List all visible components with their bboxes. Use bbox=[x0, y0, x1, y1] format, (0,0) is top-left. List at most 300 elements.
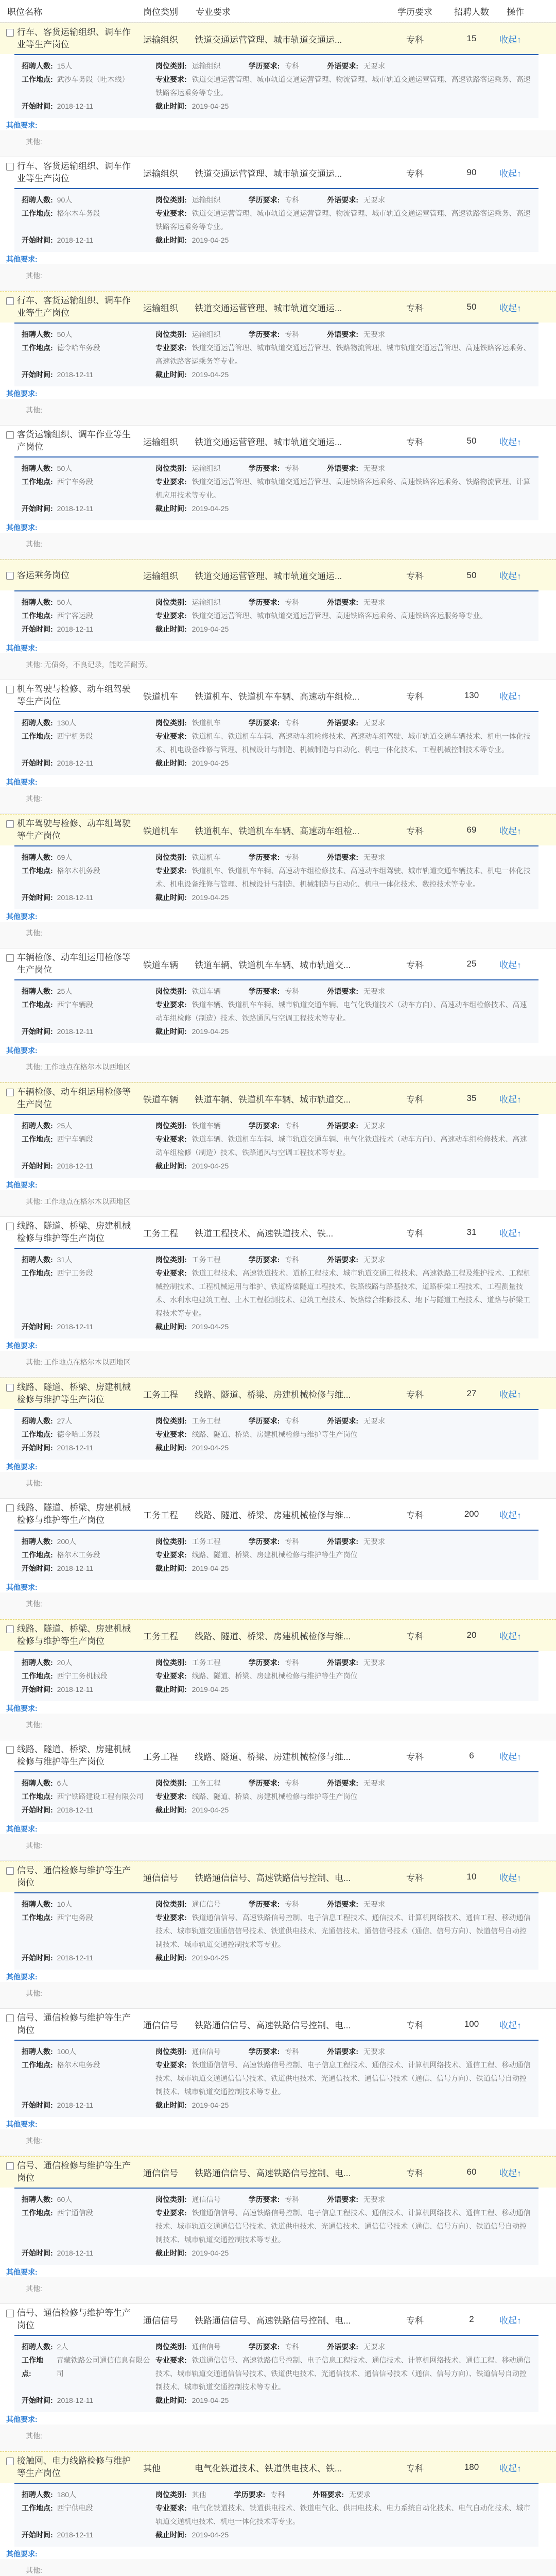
edu-label: 学历要求: bbox=[248, 1122, 280, 1130]
deadline-line bbox=[155, 1025, 256, 1038]
work-place-value: 西宁客运段 bbox=[57, 612, 93, 620]
detail-row-3 bbox=[22, 891, 531, 904]
lang-label: 外语要求: bbox=[327, 1256, 359, 1264]
detail-row-2 bbox=[22, 2058, 531, 2098]
work-place-label: 工作地点: bbox=[22, 2504, 53, 2512]
major-req-value: 铁道通信信号、高速铁路信号控制、电子信息工程技术、通信技术、计算机网络技术、通信工程、移动通信技术、城市轨道交通通信信号技术、铁道供电技术、光通信技术、通信信号技术（通信、信号方向）、铁道信号自动控制技术、城市轨道交通控制技术等专业。 bbox=[155, 2061, 531, 2096]
major-req-field bbox=[155, 2501, 531, 2528]
other-req-link[interactable]: 其他要求: bbox=[6, 1181, 38, 1189]
detail-row-2 bbox=[22, 2501, 531, 2528]
job-checkbox[interactable] bbox=[6, 2310, 14, 2317]
job-summary[interactable] bbox=[0, 1082, 556, 1114]
collapse-link[interactable]: 收起↑ bbox=[499, 691, 522, 702]
job-name-cell bbox=[0, 23, 139, 54]
job-summary[interactable] bbox=[0, 426, 556, 456]
recruit-count-label: 招聘人数: bbox=[22, 598, 53, 606]
major-req-label: 专业要求: bbox=[155, 1551, 187, 1559]
other-req bbox=[0, 2547, 556, 2559]
work-place-field bbox=[22, 1548, 155, 1562]
lang-field bbox=[327, 59, 385, 73]
recruit-count-field bbox=[22, 851, 155, 864]
job-major: 线路、隧道、桥梁、房建机械检修与维... bbox=[195, 1510, 351, 1520]
major-req-label: 专业要求: bbox=[155, 2061, 187, 2069]
post-type-field bbox=[155, 2340, 221, 2353]
lang-label: 外语要求: bbox=[327, 196, 359, 204]
major-req-value: 铁道交通运营管理、城市轨道交通运营管理、铁路物流管理、城市轨道交通运营管理、高速铁路客运乘务、高速铁路客运乘务等专业。 bbox=[155, 344, 531, 365]
edu-value: 专科 bbox=[285, 1658, 300, 1667]
post-type-label: 岗位类别: bbox=[155, 853, 187, 861]
edu-field bbox=[249, 985, 300, 998]
job-summary[interactable] bbox=[0, 1740, 556, 1771]
major-req-value: 铁道交通运营管理、城市轨道交通运营管理、高速铁路客运乘务、高速铁路客运服务等专业。 bbox=[192, 612, 488, 620]
deadline-value: 2019-04-25 bbox=[192, 1444, 229, 1452]
collapse-link[interactable]: 收起↑ bbox=[499, 1752, 522, 1762]
other-label: 其他: bbox=[26, 1063, 42, 1071]
deadline-line bbox=[155, 1320, 256, 1333]
job-type: 运输组织 bbox=[143, 437, 178, 447]
recruit-count-field bbox=[22, 2193, 155, 2206]
major-req-field bbox=[155, 207, 531, 233]
recruit-count-value: 200人 bbox=[57, 1537, 77, 1546]
job-summary[interactable] bbox=[0, 680, 556, 711]
job-name: 线路、隧道、桥梁、房建机械检修与维护等生产岗位 bbox=[17, 1744, 131, 1767]
recruit-count-value: 27人 bbox=[57, 1417, 73, 1425]
other-req-link[interactable]: 其他要求: bbox=[6, 255, 38, 263]
post-type-field bbox=[155, 462, 221, 475]
collapse-link[interactable]: 收起↑ bbox=[499, 1873, 522, 1883]
job-major: 铁道交通运营管理、城市轨道交通运... bbox=[195, 571, 342, 581]
other-box bbox=[0, 2559, 556, 2576]
other-req-link[interactable]: 其他要求: bbox=[6, 2120, 38, 2128]
post-type-label: 岗位类别: bbox=[155, 2490, 187, 2499]
other-req-link[interactable]: 其他要求: bbox=[6, 912, 38, 921]
job-summary[interactable] bbox=[0, 23, 556, 54]
deadline-label: 截止时间: bbox=[155, 370, 187, 379]
major-req-label: 专业要求: bbox=[155, 2356, 187, 2364]
deadline-value: 2019-04-25 bbox=[192, 1806, 229, 1814]
job-checkbox[interactable] bbox=[6, 297, 14, 305]
job-row bbox=[0, 2156, 556, 2304]
work-place-value: 西宁机务段 bbox=[57, 732, 93, 740]
recruit-count-label: 招聘人数: bbox=[22, 1658, 53, 1667]
post-type-value: 运输组织 bbox=[192, 464, 221, 472]
work-place-value: 格尔木电务段 bbox=[57, 2061, 100, 2069]
post-type-label: 岗位类别: bbox=[155, 1658, 187, 1667]
job-checkbox[interactable] bbox=[6, 954, 14, 962]
job-detail bbox=[14, 1892, 538, 1970]
lang-label: 外语要求: bbox=[327, 62, 359, 70]
deadline-field bbox=[155, 756, 229, 770]
major-req-field bbox=[155, 1428, 531, 1441]
detail-row-3 bbox=[22, 2246, 531, 2260]
work-place-label: 工作地点: bbox=[22, 1430, 53, 1438]
deadline-line bbox=[155, 622, 256, 636]
edu-value: 专科 bbox=[285, 196, 300, 204]
job-name-cell bbox=[0, 292, 139, 323]
major-req-field bbox=[155, 998, 531, 1025]
collapse-link[interactable]: 收起↑ bbox=[499, 1389, 522, 1400]
collapse-link[interactable]: 收起↑ bbox=[499, 35, 522, 45]
job-summary[interactable] bbox=[0, 1378, 556, 1409]
job-summary[interactable] bbox=[0, 1619, 556, 1651]
other-req bbox=[0, 520, 556, 533]
lang-field bbox=[327, 1776, 385, 1790]
recruit-count-label: 招聘人数: bbox=[22, 2195, 53, 2204]
detail-row-2 bbox=[22, 1428, 531, 1441]
lang-field bbox=[312, 2488, 371, 2501]
job-detail bbox=[14, 1771, 538, 1822]
job-summary[interactable] bbox=[0, 1217, 556, 1248]
post-type-value: 通信信号 bbox=[192, 1900, 221, 1908]
job-type: 通信信号 bbox=[143, 2168, 178, 2178]
job-summary[interactable] bbox=[0, 814, 556, 845]
recruit-count-field bbox=[22, 596, 155, 609]
recruit-count-label: 招聘人数: bbox=[22, 853, 53, 861]
other-label: 其他: bbox=[26, 1358, 42, 1366]
other-box bbox=[0, 922, 556, 948]
recruit-count-label: 招聘人数: bbox=[22, 196, 53, 204]
job-name-cell bbox=[0, 815, 139, 845]
collapse-link[interactable]: 收起↑ bbox=[499, 1510, 522, 1520]
deadline-line bbox=[155, 756, 256, 770]
start-time-field bbox=[22, 99, 155, 113]
other-req-link[interactable]: 其他要求: bbox=[6, 778, 38, 786]
job-name: 行车、客货运输组织、调车作业等生产岗位 bbox=[17, 27, 131, 49]
job-name: 信号、通信检修与维护等生产岗位 bbox=[17, 2013, 131, 2035]
other-req-link[interactable]: 其他要求: bbox=[6, 1583, 38, 1591]
post-type-label: 岗位类别: bbox=[155, 1256, 187, 1264]
detail-row-1 bbox=[22, 1253, 531, 1266]
job-checkbox[interactable] bbox=[6, 1625, 14, 1633]
job-checkbox[interactable] bbox=[6, 29, 14, 37]
edu-value: 专科 bbox=[285, 330, 300, 338]
collapse-link[interactable]: 收起↑ bbox=[499, 571, 522, 581]
detail-row-3 bbox=[22, 622, 531, 636]
other-box bbox=[0, 399, 556, 425]
post-type-label: 岗位类别: bbox=[155, 1417, 187, 1425]
job-count: 10 bbox=[466, 1872, 477, 1882]
edu-field bbox=[249, 193, 300, 207]
post-type-field bbox=[155, 1535, 221, 1548]
recruit-count-field bbox=[22, 193, 155, 207]
recruit-count-field bbox=[22, 1897, 155, 1911]
job-checkbox[interactable] bbox=[6, 1089, 14, 1096]
major-req-label: 专业要求: bbox=[155, 209, 187, 217]
collapse-link[interactable]: 收起↑ bbox=[499, 826, 522, 836]
edu-field bbox=[249, 2045, 300, 2058]
job-edu: 专科 bbox=[406, 437, 424, 447]
job-name-cell bbox=[0, 2304, 139, 2335]
post-type-value: 铁道机车 bbox=[192, 719, 221, 727]
job-name-cell bbox=[0, 426, 139, 456]
job-detail bbox=[14, 711, 538, 775]
post-type-value: 工务工程 bbox=[192, 1417, 221, 1425]
other-req-link[interactable]: 其他要求: bbox=[6, 2550, 38, 2558]
detail-row-2 bbox=[22, 341, 531, 368]
job-edu: 专科 bbox=[406, 1752, 424, 1762]
detail-row-1 bbox=[22, 2193, 531, 2206]
collapse-link[interactable]: 收起↑ bbox=[499, 168, 522, 179]
collapse-link[interactable]: 收起↑ bbox=[499, 2463, 522, 2473]
deadline-label: 截止时间: bbox=[155, 625, 187, 633]
deadline-line bbox=[155, 502, 256, 515]
other-req-link[interactable]: 其他要求: bbox=[6, 644, 38, 652]
start-time-field bbox=[22, 756, 155, 770]
deadline-line bbox=[155, 1683, 256, 1696]
collapse-link[interactable]: 收起↑ bbox=[499, 437, 522, 447]
major-req-field bbox=[155, 1911, 531, 1951]
work-place-label: 工作地点: bbox=[22, 1269, 53, 1277]
job-name-cell bbox=[0, 1378, 139, 1409]
collapse-link[interactable]: 收起↑ bbox=[499, 1228, 522, 1239]
detail-row-3 bbox=[22, 1025, 531, 1038]
recruit-count-label: 招聘人数: bbox=[22, 1417, 53, 1425]
post-type-label: 岗位类别: bbox=[155, 1537, 187, 1546]
work-place-field bbox=[22, 1790, 155, 1803]
deadline-field bbox=[155, 2394, 229, 2407]
other-req-link[interactable]: 其他要求: bbox=[6, 389, 38, 398]
edu-value: 专科 bbox=[285, 2343, 300, 2351]
other-req-link[interactable]: 其他要求: bbox=[6, 523, 38, 532]
lang-value: 无要求 bbox=[363, 464, 386, 472]
job-detail bbox=[14, 2483, 538, 2547]
lang-value: 无要求 bbox=[363, 196, 386, 204]
post-type-label: 岗位类别: bbox=[155, 1122, 187, 1130]
detail-row-1 bbox=[22, 193, 531, 207]
recruit-count-value: 25人 bbox=[57, 987, 73, 995]
post-type-field bbox=[155, 328, 221, 341]
detail-row-2 bbox=[22, 207, 531, 233]
collapse-link[interactable]: 收起↑ bbox=[499, 2315, 522, 2326]
job-edu: 专科 bbox=[406, 1228, 424, 1239]
collapse-link[interactable]: 收起↑ bbox=[499, 1631, 522, 1641]
collapse-link[interactable]: 收起↑ bbox=[499, 303, 522, 313]
work-place-value: 西宁铁路建设工程有限公司 bbox=[57, 1792, 144, 1801]
edu-label: 学历要求: bbox=[234, 2490, 266, 2499]
start-time-label: 开始时间: bbox=[22, 1162, 53, 1170]
deadline-line bbox=[155, 1441, 256, 1454]
job-summary[interactable] bbox=[0, 157, 556, 188]
major-req-label: 专业要求: bbox=[155, 612, 187, 620]
major-req-field bbox=[155, 730, 531, 756]
major-req-field bbox=[155, 475, 531, 502]
post-type-value: 运输组织 bbox=[192, 598, 221, 606]
other-box bbox=[0, 787, 556, 814]
recruit-count-field bbox=[22, 1119, 155, 1132]
job-checkbox[interactable] bbox=[6, 431, 14, 439]
job-name-cell bbox=[0, 157, 139, 188]
other-req-link[interactable]: 其他要求: bbox=[6, 2415, 38, 2424]
edu-field bbox=[249, 1253, 300, 1266]
edu-label: 学历要求: bbox=[248, 1256, 280, 1264]
deadline-field bbox=[155, 1159, 229, 1173]
job-summary[interactable] bbox=[0, 2451, 556, 2483]
collapse-link[interactable]: 收起↑ bbox=[499, 2020, 522, 2030]
edu-field bbox=[249, 596, 300, 609]
recruit-count-label: 招聘人数: bbox=[22, 464, 53, 472]
detail-row-1 bbox=[22, 1776, 531, 1790]
lang-field bbox=[327, 1897, 385, 1911]
job-summary[interactable] bbox=[0, 948, 556, 979]
other-req-link[interactable]: 其他要求: bbox=[6, 1046, 38, 1055]
edu-label: 学历要求: bbox=[248, 2047, 280, 2056]
start-time-label: 开始时间: bbox=[22, 102, 53, 110]
detail-row-1 bbox=[22, 2340, 531, 2353]
detail-row-2 bbox=[22, 1790, 531, 1803]
job-type: 通信信号 bbox=[143, 1873, 178, 1883]
job-name-cell bbox=[0, 948, 139, 979]
collapse-link[interactable]: 收起↑ bbox=[499, 1094, 522, 1105]
deadline-label: 截止时间: bbox=[155, 1806, 187, 1814]
work-place-field bbox=[22, 341, 155, 368]
edu-value: 专科 bbox=[270, 2490, 285, 2499]
work-place-field bbox=[22, 1911, 155, 1951]
other-box bbox=[0, 1472, 556, 1498]
start-time-label: 开始时间: bbox=[22, 2531, 53, 2539]
edu-label: 学历要求: bbox=[248, 2195, 280, 2204]
lang-field bbox=[327, 1119, 385, 1132]
job-detail bbox=[14, 2188, 538, 2265]
recruit-count-field bbox=[22, 2340, 155, 2353]
job-edu: 专科 bbox=[406, 691, 424, 702]
deadline-field bbox=[155, 1320, 229, 1333]
other-req-link[interactable]: 其他要求: bbox=[6, 1704, 38, 1713]
job-checkbox[interactable] bbox=[6, 1384, 14, 1392]
job-row bbox=[0, 1082, 556, 1217]
job-summary[interactable] bbox=[0, 1861, 556, 1892]
lang-label: 外语要求: bbox=[327, 1900, 359, 1908]
job-count: 90 bbox=[466, 167, 477, 177]
post-type-label: 岗位类别: bbox=[155, 1900, 187, 1908]
job-checkbox[interactable] bbox=[6, 572, 14, 580]
job-major: 铁道机车、铁道机车车辆、高速动车组检... bbox=[195, 691, 360, 702]
job-checkbox[interactable] bbox=[6, 686, 14, 693]
collapse-link[interactable]: 收起↑ bbox=[499, 960, 522, 970]
lang-field bbox=[327, 2340, 385, 2353]
job-checkbox[interactable] bbox=[6, 2014, 14, 2022]
job-row bbox=[0, 426, 556, 560]
type-edu-lang-line bbox=[155, 193, 413, 207]
edu-value: 专科 bbox=[285, 1537, 300, 1546]
job-row bbox=[0, 157, 556, 291]
recruit-count-field bbox=[22, 462, 155, 475]
other-req-link[interactable]: 其他要求: bbox=[6, 2268, 38, 2276]
job-summary[interactable] bbox=[0, 1499, 556, 1530]
recruit-count-value: 6人 bbox=[57, 1779, 68, 1787]
other-req-link[interactable]: 其他要求: bbox=[6, 1973, 38, 1981]
other-value: 无债务，不良记录，能吃苦耐劳。 bbox=[44, 660, 152, 669]
job-checkbox[interactable] bbox=[6, 1223, 14, 1230]
start-time-value: 2018-12-11 bbox=[57, 504, 94, 513]
other-req-link[interactable]: 其他要求: bbox=[6, 121, 38, 129]
recruit-count-value: 20人 bbox=[57, 1658, 73, 1667]
other-req bbox=[0, 386, 556, 399]
major-req-value: 铁道交通运营管理、城市轨道交通运营管理、物流管理、城市轨道交通运营管理、高速铁路客运乘务、高速铁路客运乘务等专业。 bbox=[155, 209, 531, 231]
job-checkbox[interactable] bbox=[6, 1504, 14, 1512]
job-detail bbox=[14, 845, 538, 909]
job-count: 31 bbox=[466, 1227, 477, 1237]
job-count: 6 bbox=[469, 1751, 474, 1760]
work-place-field bbox=[22, 475, 155, 502]
job-type: 工务工程 bbox=[143, 1389, 178, 1400]
job-summary[interactable] bbox=[0, 2156, 556, 2188]
collapse-link[interactable]: 收起↑ bbox=[499, 2168, 522, 2178]
other-req bbox=[0, 2412, 556, 2425]
lang-field bbox=[327, 2193, 385, 2206]
job-summary[interactable] bbox=[0, 2009, 556, 2040]
type-edu-lang-line bbox=[155, 1535, 413, 1548]
job-major: 线路、隧道、桥梁、房建机械检修与维... bbox=[195, 1631, 351, 1641]
detail-row-2 bbox=[22, 1548, 531, 1562]
other-box bbox=[0, 1190, 556, 1216]
edu-field bbox=[249, 1656, 300, 1669]
edu-label: 学历要求: bbox=[248, 987, 280, 995]
work-place-field bbox=[22, 1669, 155, 1683]
job-major: 铁道车辆、铁道机车车辆、城市轨道交... bbox=[195, 960, 351, 970]
lang-value: 无要求 bbox=[363, 2195, 386, 2204]
start-time-field bbox=[22, 502, 155, 515]
other-req-link[interactable]: 其他要求: bbox=[6, 1825, 38, 1833]
edu-label: 学历要求: bbox=[248, 1537, 280, 1546]
job-type: 工务工程 bbox=[143, 1631, 178, 1641]
other-req-link[interactable]: 其他要求: bbox=[6, 1342, 38, 1350]
work-place-field bbox=[22, 1266, 155, 1320]
recruit-count-value: 60人 bbox=[57, 2195, 73, 2204]
edu-field bbox=[249, 462, 300, 475]
post-type-label: 岗位类别: bbox=[155, 1779, 187, 1787]
deadline-field bbox=[155, 622, 229, 636]
job-name: 机车驾驶与检修、动车组驾驶等生产岗位 bbox=[17, 819, 131, 841]
job-checkbox[interactable] bbox=[6, 1746, 14, 1754]
edu-value: 专科 bbox=[285, 1779, 300, 1787]
post-type-value: 运输组织 bbox=[192, 62, 221, 70]
job-checkbox[interactable] bbox=[6, 2458, 14, 2465]
deadline-label: 截止时间: bbox=[155, 1685, 187, 1693]
start-time-value: 2018-12-11 bbox=[57, 1444, 94, 1452]
other-req bbox=[0, 1701, 556, 1714]
recruit-count-field bbox=[22, 59, 155, 73]
recruit-count-value: 180人 bbox=[57, 2490, 77, 2499]
start-time-field bbox=[22, 1441, 155, 1454]
job-count: 180 bbox=[464, 2462, 479, 2472]
detail-row-3 bbox=[22, 1803, 531, 1817]
work-place-label: 工作地点: bbox=[22, 1135, 53, 1143]
job-summary[interactable] bbox=[0, 291, 556, 323]
other-box bbox=[0, 2425, 556, 2451]
job-checkbox[interactable] bbox=[6, 163, 14, 171]
job-checkbox[interactable] bbox=[6, 820, 14, 828]
edu-field bbox=[249, 716, 300, 730]
deadline-label: 截止时间: bbox=[155, 1027, 187, 1036]
job-summary[interactable] bbox=[0, 2304, 556, 2335]
work-place-field bbox=[22, 207, 155, 233]
start-time-label: 开始时间: bbox=[22, 236, 53, 244]
post-type-value: 运输组织 bbox=[192, 196, 221, 204]
other-box bbox=[0, 1714, 556, 1740]
start-time-value: 2018-12-11 bbox=[57, 1323, 94, 1331]
job-checkbox[interactable] bbox=[6, 2162, 14, 2170]
job-summary[interactable] bbox=[0, 560, 556, 590]
other-req-link[interactable]: 其他要求: bbox=[6, 1463, 38, 1471]
job-major: 铁路通信信号、高速铁路信号控制、电... bbox=[195, 1873, 351, 1883]
major-req-value: 铁道交通运营管理、城市轨道交通运营管理、高速铁路客运乘务、高速铁路客运乘务、铁路物流管理、计算机应用技术等专业。 bbox=[155, 478, 531, 499]
job-checkbox[interactable] bbox=[6, 1867, 14, 1875]
work-place-label: 工作地点: bbox=[22, 1672, 53, 1680]
start-time-label: 开始时间: bbox=[22, 2101, 53, 2109]
lang-label: 外语要求: bbox=[327, 853, 359, 861]
deadline-label: 截止时间: bbox=[155, 1323, 187, 1331]
other-label: 其他: bbox=[26, 2432, 42, 2440]
